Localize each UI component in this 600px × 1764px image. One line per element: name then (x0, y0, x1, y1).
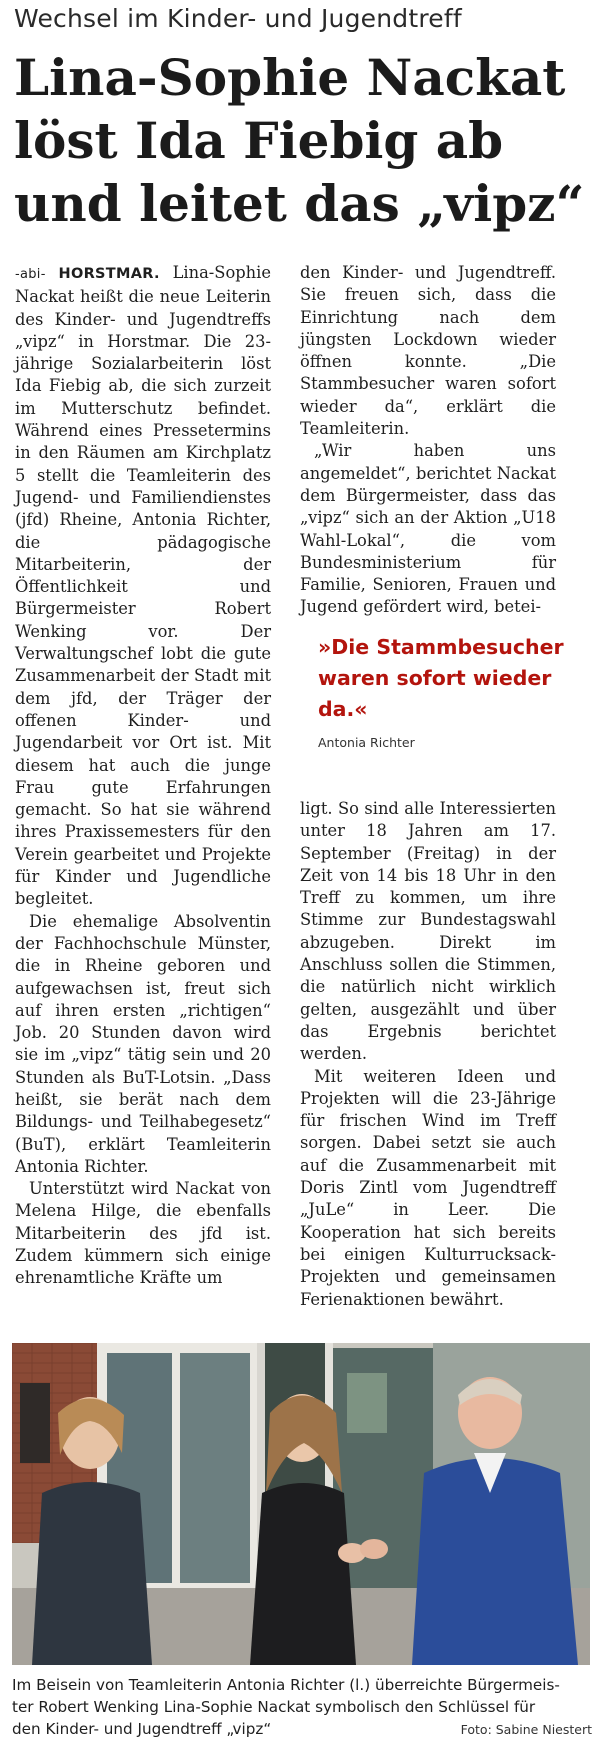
headline (14, 46, 594, 235)
dateline-place: HORSTMAR. (58, 266, 160, 282)
body-paragraph (15, 262, 271, 911)
body-paragraph: „Wir haben uns angemeldet“, berichtet Nackat dem Bürgermeister, dass das „vipz“ sich an der Aktion „U18 Wahl-Lokal“, die vom Bundesministerium für Familie, Senioren, Frauen und Jugend gefördert wird, betei- (300, 441, 556, 617)
headline-line-2: löst Ida Fiebig ab (14, 111, 504, 170)
pull-quote-author: Antonia Richter (318, 735, 415, 750)
photo-illustration (12, 1343, 590, 1665)
body-paragraph: Mit weiteren Ideen und Projekten will die 23-Jährige für frischen Wind im Treff sorgen. Dabei setzt sie auch auf die Zusammenarbeit mit Doris Zintl vom Jugendtreff „JuLe“ in Leer. Die Kooperation hat sich bereits bei einigen Kulturrucksack-Projekten und gemeinsamen Ferienaktionen bewährt. (300, 1066, 556, 1309)
caption-line: Im Beisein von Teamleiterin Antonia Richter (l.) überreichte Bürgermeis- (12, 1676, 560, 1694)
headline-line-1: Lina-Sophie Nackat (14, 48, 566, 107)
body-paragraph: den Kinder- und Jugendtreff. Sie freuen sich, dass die Einrichtung nach dem jüngsten Lockdown wieder öffnen konnte. „Die Stammbesucher waren sofort wieder da“, erklärt die Teamleiterin. (300, 263, 556, 439)
kicker: Wechsel im Kinder- und Jugendtreff (14, 4, 462, 33)
caption-line: den Kinder- und Jugendtreff „vipz“ (12, 1720, 272, 1738)
body-paragraph: Unterstützt wird Nackat von Melena Hilge, die ebenfalls Mitarbeiterin des jfd ist. Zudem kümmern sich einige ehrenamtliche Kräfte um (15, 1179, 271, 1288)
pull-quote: »Die Stammbesucher waren sofort wieder da.« (318, 635, 564, 721)
article-photo (12, 1343, 590, 1665)
body-paragraph: ligt. So sind alle Interessierten unter 18 Jahren am 17. September (Freitag) in der Zeit von 14 bis 18 Uhr in den Treff zu kommen, um ihre Stimme zur Bundestagswahl abzugeben. Direkt im Anschluss sollen die Stimmen, die natürlich nicht wirklich gelten, ausgezählt und über das Ergebnis berichtet werden. (300, 799, 556, 1064)
headline-line-3: und leitet das „vipz“ (14, 174, 585, 233)
body-text: Lina-Sophie Nackat heißt die neue Leiterin des Kinder- und Jugendtreffs „vipz“ in Horstmar. Die 23-jährige Sozialarbeiterin löst Ida Fiebig ab, die sich zurzeit im Mutterschutz befindet. Während eines Pressetermins in den Räumen am Kirchplatz 5 stellt die Teamleiterin des Jugend- und Familiendienstes (jfd) Rheine, Antonia Richter, die pädagogische Mitarbeiterin, der Öffentlichkeit und Bürgermeister Robert Wenking vor. Der Verwaltungschef lobt die gute Zusammenarbeit der Stadt mit dem jfd, der Träger der offenen Kinder- und Jugendarbeit vor Ort ist. Mit diesem hat auch die junge Frau gute Erfahrungen gemacht. So hat sie während ihres Praxissemesters für den Verein gearbeitet und Projekte für Kinder und Jugendliche begleitet. (15, 263, 271, 909)
photo-credit-area (428, 1721, 592, 1743)
article-column-2-bottom (300, 798, 556, 1311)
caption-line: ter Robert Wenking Lina-Sophie Nackat symbolisch den Schlüssel für (12, 1698, 536, 1716)
article-column-2-top (300, 262, 556, 619)
article-column-1 (15, 262, 271, 1290)
author-dateline: -abi- (15, 267, 46, 282)
body-paragraph: Die ehemalige Absolventin der Fachhochschule Münster, die in Rheine geboren und aufgewachsen ist, freut sich auf ihren ersten „richtigen“ Job. 20 Stunden davon wird sie im „vipz“ tätig sein und 20 Stunden als BuT-Lotsin. „Dass heißt, sie berät nach dem Bildungs- und Teilhabegesetz“ (BuT), erklärt Teamleiterin Antonia Richter. (15, 911, 271, 1176)
photo-credit: Foto: Sabine Niestert (460, 1722, 592, 1737)
